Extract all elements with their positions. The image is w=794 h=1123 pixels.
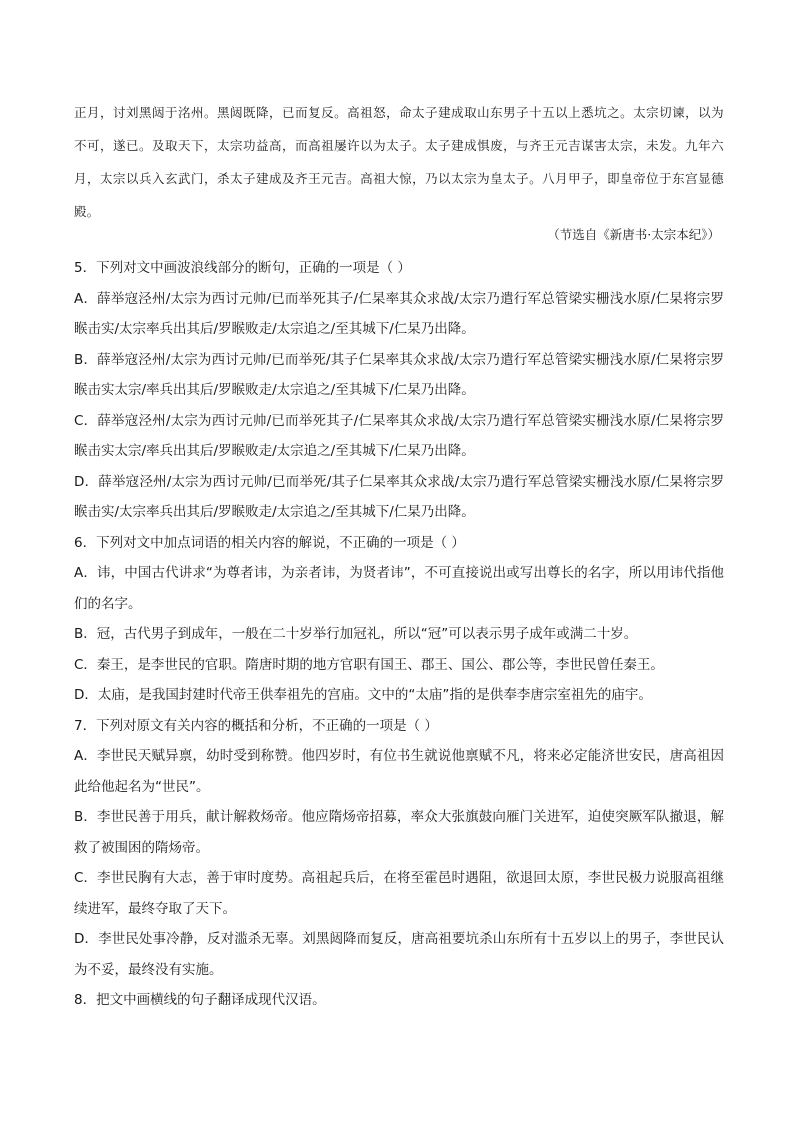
question-6-option-b: B．冠，古代男子到成年，一般在二十岁举行加冠礼，所以“冠”可以表示男子成年或满二十岁。 — [74, 626, 638, 642]
question-7-option-a: A．李世民天赋异禀，幼时受到称赞。他四岁时，有位书生就说他禀赋不凡，将来必定能济世安民，唐高祖因此给他起名为“世民”。 — [74, 748, 724, 795]
question-6-option-c: C．秦王，是李世民的官职。隋唐时期的地方官职有国王、郡王、国公、郡公等，李世民曾任秦王。 — [74, 656, 664, 673]
question-5-option-a: A．薛举寇泾州/太宗为西讨元帅/已而举死其子/仁杲率其众求战/太宗乃遣行军总管梁实栅浅水原/仁杲将宗罗睺击实/太宗率兵出其后/罗睺败走/太宗追之/至其城下/仁杲乃出降。 — [74, 290, 724, 337]
question-6-option-d: D．太庙，是我国封建时代帝王供奉祖先的宫庙。文中的“太庙”指的是供奉李唐宗室祖先的庙宇。 — [74, 687, 652, 703]
question-7-option-c: C．李世民胸有大志，善于审时度势。高祖起兵后，在将至霍邑时遇阻，欲退回太原，李世民极力说服高祖继续进军，最终夺取了天下。 — [74, 870, 724, 917]
question-7-option-b: B．李世民善于用兵，献计解救炀帝。他应隋炀帝招募，率众大张旗鼓向雁门关进军，迫使突厥军队撤退，解救了被围困的隋炀帝。 — [74, 809, 724, 856]
question-7-option-d: D．李世民处事冷静，反对滥杀无辜。刘黑闼降而复反，唐高祖要坑杀山东所有十五岁以上的男子，李世民认为不妥，最终没有实施。 — [74, 931, 724, 978]
question-7-stem: 7．下列对原文有关内容的概括和分析，不正确的一项是（ ） — [74, 717, 438, 734]
question-5-stem: 5．下列对文中画波浪线部分的断句，正确的一项是（ ） — [74, 260, 411, 276]
question-6-option-a: A．讳，中国古代讲求“为尊者讳，为亲者讳，为贤者讳”，不可直接说出或写出尊长的名字，所以用讳代指他们的名字。 — [74, 565, 724, 612]
question-5-option-d: D．薛举寇泾州/太宗为西讨元帅/已而举死/其子仁杲率其众求战/太宗乃遣行军总管梁实栅浅水原/仁杲将宗罗睺击实/太宗率兵出其后/罗睺败走/太宗追之/至其城下/仁杲乃出降。 — [74, 473, 724, 520]
question-6-stem: 6．下列对文中加点词语的相关内容的解说，不正确的一项是（ ） — [74, 534, 465, 551]
passage-source: （节选自《新唐书·太宗本纪》） — [547, 227, 720, 242]
question-5-option-c: C．薛举寇泾州/太宗为西讨元帅/已而举死其子/仁杲率其众求战/太宗乃遣行军总管梁实栅浅水原/仁杲将宗罗睺击实太宗/率兵出其后/罗睺败走/太宗追之/至其城下/仁杲乃出降。 — [74, 412, 724, 459]
question-8-stem: 8．把文中画横线的句子翻译成现代汉语。 — [74, 992, 326, 1008]
passage-text: 正月，讨刘黑闼于洺州。黑闼既降，已而复反。高祖怒，命太子建成取山东男子十五以上悉坑之。太宗切谏，以为不可，遂已。及取天下，太宗功益高，而高祖屡许以为太子。太子建成惧废，与齐王元吉谋害太宗，未发。九年六月，太宗以兵入玄武门，杀太子建成及齐王元吉。高祖大惊，乃以太宗为皇太子。八月甲子，即皇帝位于东宫显德殿。 — [74, 105, 724, 219]
questions-section — [74, 253, 724, 1016]
question-5-option-b: B．薛举寇泾州/太宗为西讨元帅/已而举死/其子仁杲率其众求战/太宗乃遣行军总管梁实栅浅水原/仁杲将宗罗睺击实太宗/率兵出其后/罗睺败走/太宗追之/至其城下/仁杲乃出降。 — [74, 351, 724, 398]
